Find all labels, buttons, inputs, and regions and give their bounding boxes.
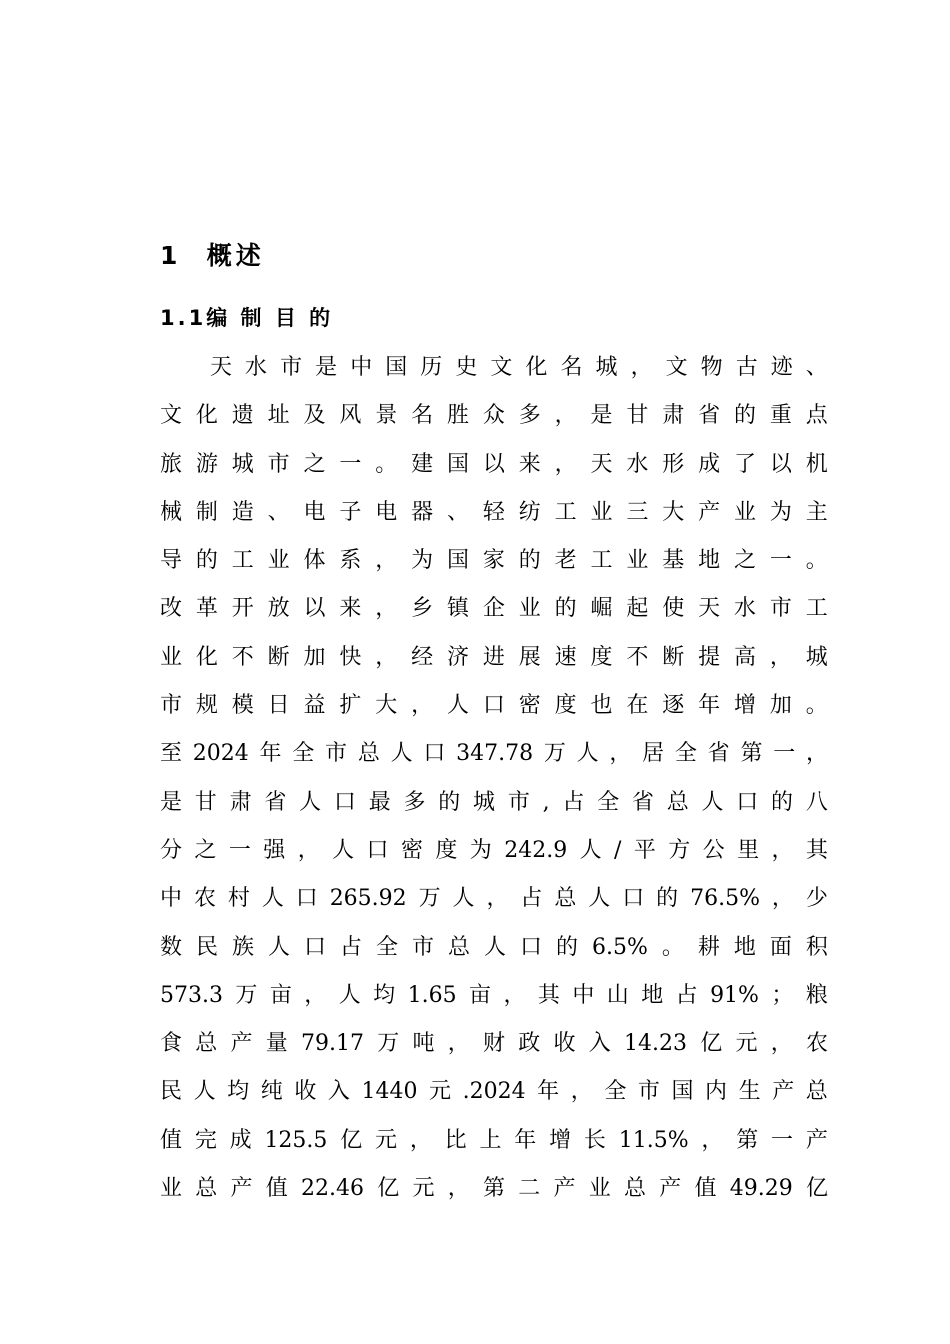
paragraph-line: 旅 游 城 市 之 一 。 建 国 以 来 ， 天 水 形 成 了 以 机 [160,451,828,477]
paragraph-line: 械 制 造 、 电 子 电 器 、 轻 纺 工 业 三 大 产 业 为 主 [160,499,828,525]
paragraph-line: 食 总 产 量 79.17 万 吨 ， 财 政 收 入 14.23 亿 元 ， 农 [160,1031,828,1057]
section-heading: 1 概述 [160,241,265,270]
paragraph-line: 天 水 市 是 中 国 历 史 文 化 名 城 ， 文 物 古 迹 、 [210,355,828,380]
paragraph-line: 573.3 万 亩 ， 人 均 1.65 亩 ， 其 中 山 地 占 91% ； 粮 [160,982,828,1008]
paragraph-line: 数 民 族 人 口 占 全 市 总 人 口 的 6.5% 。 耕 地 面 积 [160,934,828,960]
subsection-heading: 1.1编 制 目 的 [160,306,334,330]
body-paragraph [160,344,828,1213]
paragraph-line: 是 甘 肃 省 人 口 最 多 的 城 市 , 占 全 省 总 人 口 的 八 [160,789,828,815]
paragraph-line: 至 2024 年 全 市 总 人 口 347.78 万 人 ， 居 全 省 第 一 ， [160,741,828,767]
paragraph-line: 分 之 一 强 ， 人 口 密 度 为 242.9 人 / 平 方 公 里 ， 其 [160,837,828,863]
paragraph-line: 市 规 模 日 益 扩 大 ， 人 口 密 度 也 在 逐 年 增 加 。 [160,693,828,719]
paragraph-line: 值 完 成 125.5 亿 元 ， 比 上 年 增 长 11.5% ， 第 一 产 [160,1127,828,1153]
paragraph-line: 民 人 均 纯 收 入 1440 元 .2024 年 ， 全 市 国 内 生 产 总 [160,1079,828,1105]
paragraph-line: 改 革 开 放 以 来 ， 乡 镇 企 业 的 崛 起 使 天 水 市 工 [160,596,828,622]
paragraph-line: 业 总 产 值 22.46 亿 元 ， 第 二 产 业 总 产 值 49.29 亿 [160,1176,828,1202]
paragraph-line: 导 的 工 业 体 系 ， 为 国 家 的 老 工 业 基 地 之 一 。 [160,548,828,574]
paragraph-line: 业 化 不 断 加 快 ， 经 济 进 展 速 度 不 断 提 高 ， 城 [160,644,828,670]
paragraph-line: 文 化 遗 址 及 风 景 名 胜 众 多 ， 是 甘 肃 省 的 重 点 [160,403,828,429]
paragraph-line: 中 农 村 人 口 265.92 万 人 ， 占 总 人 口 的 76.5% ， 少 [160,886,828,912]
